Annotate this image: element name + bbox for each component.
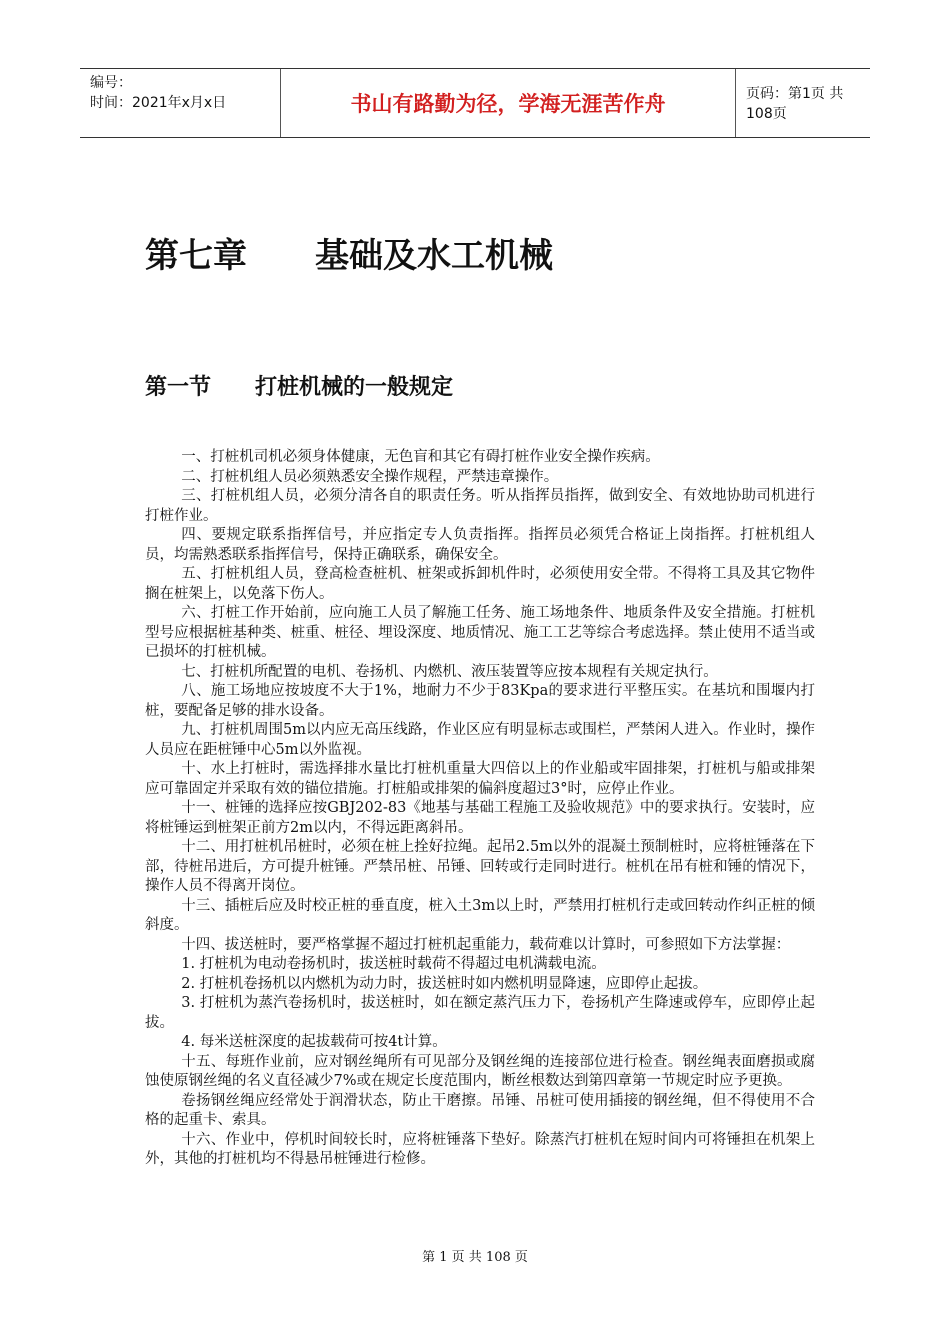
list-item: 3. 打桩机为蒸汽卷扬机时，拔送桩时，如在额定蒸汽压力下，卷扬机产生降速或停车，应即停止起拔。 xyxy=(145,995,815,1031)
paragraph: 十六、作业中，停机时间较长时，应将桩锤落下垫好。除蒸汽打桩机在短时间内可将锤担在机架上外，其他的打桩机均不得悬吊桩锤进行检修。 xyxy=(145,1131,815,1167)
paragraph: 六、打桩工作开始前，应向施工人员了解施工任务、施工场地条件、地质条件及安全措施。打桩机型号应根据桩基种类、桩重、桩径、埋设深度、地质情况、施工工艺等综合考虑选择。禁止使用不适当或已损坏的打桩机械。 xyxy=(145,605,815,660)
header-motto-cell xyxy=(281,69,736,137)
paragraph: 四、要规定联系指挥信号，并应指定专人负责指挥。指挥员必须凭合格证上岗指挥。打桩机组人员，均需熟悉联系指挥信号，保持正确联系，确保安全。 xyxy=(145,527,815,563)
page-footer: 第 1 页 共 108 页 xyxy=(422,1250,528,1265)
paragraph: 三、打桩机组人员，必须分清各自的职责任务。听从指挥员指挥，做到安全、有效地协助司机进行打桩作业。 xyxy=(145,488,815,524)
paragraph: 七、打桩机所配置的电机、卷扬机、内燃机、液压装置等应按本规程有关规定执行。 xyxy=(181,663,718,680)
list-item: 2. 打桩机卷扬机以内燃机为动力时，拔送桩时如内燃机明显降速，应即停止起拔。 xyxy=(181,975,708,992)
section-title: 第一节 打桩机械的一般规定 xyxy=(145,375,454,400)
body-text xyxy=(145,448,815,1170)
paragraph: 八、施工场地应按坡度不大于1%，地耐力不少于83Kpa的要求进行平整压实。在基坑和围堰内打桩，要配备足够的排水设备。 xyxy=(145,683,815,719)
paragraph: 二、打桩机组人员必须熟悉安全操作规程，严禁违章操作。 xyxy=(181,468,559,485)
paragraph: 十四、拔送桩时，要严格掌握不超过打桩机起重能力，载荷难以计算时，可参照如下方法掌握： xyxy=(181,936,791,953)
document-number-label: 编号： xyxy=(90,75,132,91)
list-item: 1. 打桩机为电动卷扬机时，拔送桩时载荷不得超过电机满载电流。 xyxy=(181,956,606,972)
paragraph: 十、水上打桩时，需选择排水量比打桩机重量大四倍以上的作业船或牢固排架，打桩机与船或排架应可靠固定并采取有效的锚位措施。打桩船或排架的偏斜度超过3°时，应停止作业。 xyxy=(145,761,815,797)
paragraph: 十二、用打桩机吊桩时，必须在桩上拴好拉绳。起吊2.5m以外的混凝土预制桩时，应将桩锤落在下部，待桩吊进后，方可提升桩锤。严禁吊桩、吊锤、回转或行走同时进行。桩机在吊有桩和锤的情况下，操作人员不得离开岗位。 xyxy=(145,839,815,894)
header-page-cell xyxy=(736,69,870,137)
header-page-number: 页码：第1页 共108页 xyxy=(746,86,844,122)
paragraph: 一、打桩机司机必须身体健康，无色盲和其它有碍打桩作业安全操作疾病。 xyxy=(181,449,660,465)
header-motto: 书山有路勤为径，学海无涯苦作舟 xyxy=(350,92,666,116)
paragraph: 十三、插桩后应及时校正桩的垂直度，桩入土3m以上时，严禁用打桩机行走或回转动作纠正桩的倾斜度。 xyxy=(145,897,815,933)
chapter-title: 第七章 基础及水工机械 xyxy=(145,236,553,276)
paragraph: 五、打桩机组人员，登高检查桩机、桩架或拆卸机件时，必须使用安全带。不得将工具及其它物件搁在桩架上，以免落下伤人。 xyxy=(145,566,815,602)
paragraph: 十五、每班作业前，应对钢丝绳所有可见部分及钢丝绳的连接部位进行检查。钢丝绳表面磨损或腐蚀使原钢丝绳的名义直径减少7%或在规定长度范围内，断丝根数达到第四章第一节规定时应予更换。 xyxy=(145,1053,815,1089)
list-item: 4. 每米送桩深度的起拔载荷可按4t计算。 xyxy=(181,1034,447,1050)
paragraph: 卷扬钢丝绳应经常处于润滑状态，防止干磨擦。吊锤、吊桩可使用插接的钢丝绳，但不得使用不合格的起重卡、索具。 xyxy=(145,1092,815,1128)
paragraph: 九、打桩机周围5m以内应无高压线路，作业区应有明显标志或围栏，严禁闲人进入。作业时，操作人员应在距桩锤中心5m以外监视。 xyxy=(145,722,815,758)
document-time-label: 时间：2021年x月x日 xyxy=(90,95,227,111)
page-header xyxy=(80,68,870,138)
paragraph: 十一、桩锤的选择应按GBJ202-83《地基与基础工程施工及验收规范》中的要求执行。安装时，应将桩锤运到桩架正前方2m以内，不得远距离斜吊。 xyxy=(145,800,815,836)
header-meta-cell xyxy=(80,69,281,137)
